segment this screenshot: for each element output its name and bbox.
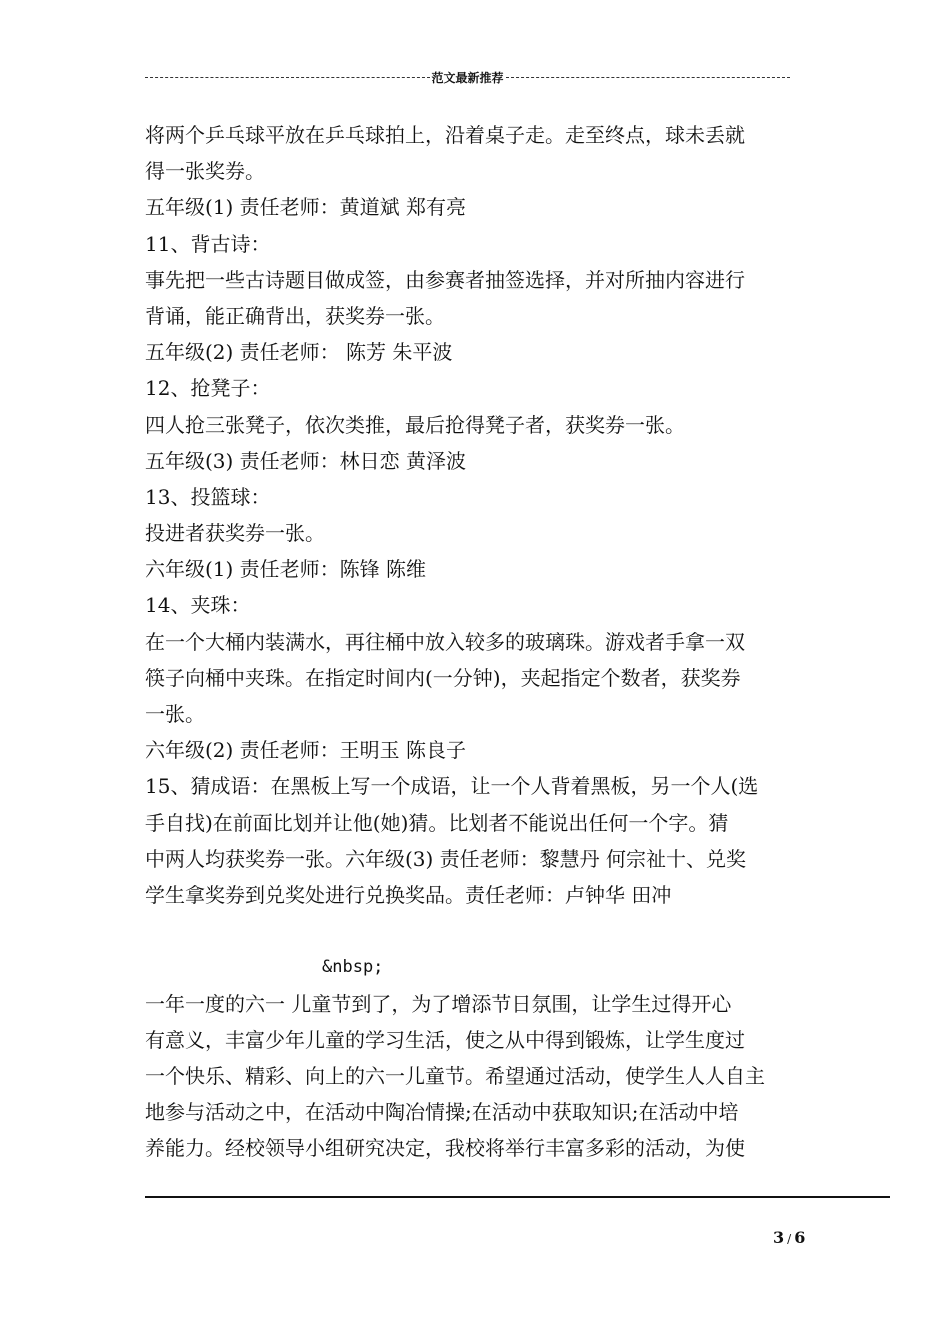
intro-line: 一个快乐、精彩、向上的六一儿童节。希望通过活动，使学生人人自主 (145, 1063, 765, 1088)
body-line: 12、抢凳子： (145, 376, 271, 401)
page-separator: / (787, 1232, 792, 1246)
body-line: 投进者获奖券一张。 (145, 521, 325, 546)
header-dashed-rule-left (145, 77, 430, 78)
body-line: 五年级(2) 责任老师： 陈芳 朱平波 (145, 340, 453, 365)
body-line: 15、猜成语：在黑板上写一个成语，让一个人背着黑板，另一个人(选 (145, 774, 759, 799)
body-line: 五年级(3) 责任老师：林日恋 黄泽波 (145, 448, 467, 473)
body-line: 六年级(1) 责任老师：陈锋 陈维 (145, 557, 427, 582)
body-line: 中两人均获奖券一张。六年级(3) 责任老师：黎慧丹 何宗祉十、兑奖 (145, 846, 747, 871)
footer-rule (145, 1196, 890, 1198)
body-line: 得一张奖券。 (145, 159, 265, 184)
intro-line: 养能力。经校领导小组研究决定，我校将举行丰富多彩的活动，为使 (145, 1136, 745, 1161)
header-title: 范文最新推荐 (431, 70, 504, 85)
document-body (145, 117, 813, 1166)
body-line: 事先把一些古诗题目做成签，由参赛者抽签选择，并对所抽内容进行 (145, 267, 745, 292)
nbsp-literal-text: &nbsp; (322, 957, 384, 978)
body-line: 学生拿奖券到兑奖处进行兑换奖品。责任老师：卢钟华 田冲 (145, 882, 672, 907)
body-line: 四人抢三张凳子，依次类推，最后抢得凳子者，获奖券一张。 (145, 412, 685, 437)
current-page-number: 3 (773, 1228, 785, 1247)
body-line: 手自找)在前面比划并让他(她)猜。比划者不能说出任何一个字。猜 (145, 810, 729, 835)
body-line: 13、投篮球： (145, 484, 271, 509)
intro-line: 地参与活动之中，在活动中陶冶情操;在活动中获取知识;在活动中培 (145, 1100, 739, 1125)
intro-line: 一年一度的六一 儿童节到了，为了增添节日氛围，让学生过得开心 (145, 991, 732, 1016)
blank-line (145, 913, 813, 949)
page-number (773, 1228, 805, 1247)
header-dashed-rule-right (506, 77, 791, 78)
total-page-count: 6 (794, 1228, 806, 1247)
body-line: 一张。 (145, 702, 205, 726)
body-line: 11、背古诗： (145, 231, 271, 256)
body-line: 六年级(2) 责任老师：王明玉 陈良子 (145, 738, 467, 763)
page-header (145, 68, 790, 86)
body-line: 在一个大桶内装满水，再往桶中放入较多的玻璃珠。游戏者手拿一双 (145, 629, 745, 654)
body-line: 背诵，能正确背出，获奖券一张。 (145, 303, 445, 328)
body-line: 14、夹珠： (145, 593, 251, 618)
body-line: 将两个乒乓球平放在乒乓球拍上，沿着桌子走。走至终点，球未丢就 (145, 123, 745, 147)
body-line: 筷子向桶中夹珠。在指定时间内(一分钟)，夹起指定个数者，获奖券 (145, 665, 741, 690)
body-line: 五年级(1) 责任老师：黄道斌 郑有亮 (145, 195, 467, 220)
intro-line: 有意义，丰富少年儿童的学习生活，使之从中得到锻炼，让学生度过 (145, 1027, 745, 1052)
